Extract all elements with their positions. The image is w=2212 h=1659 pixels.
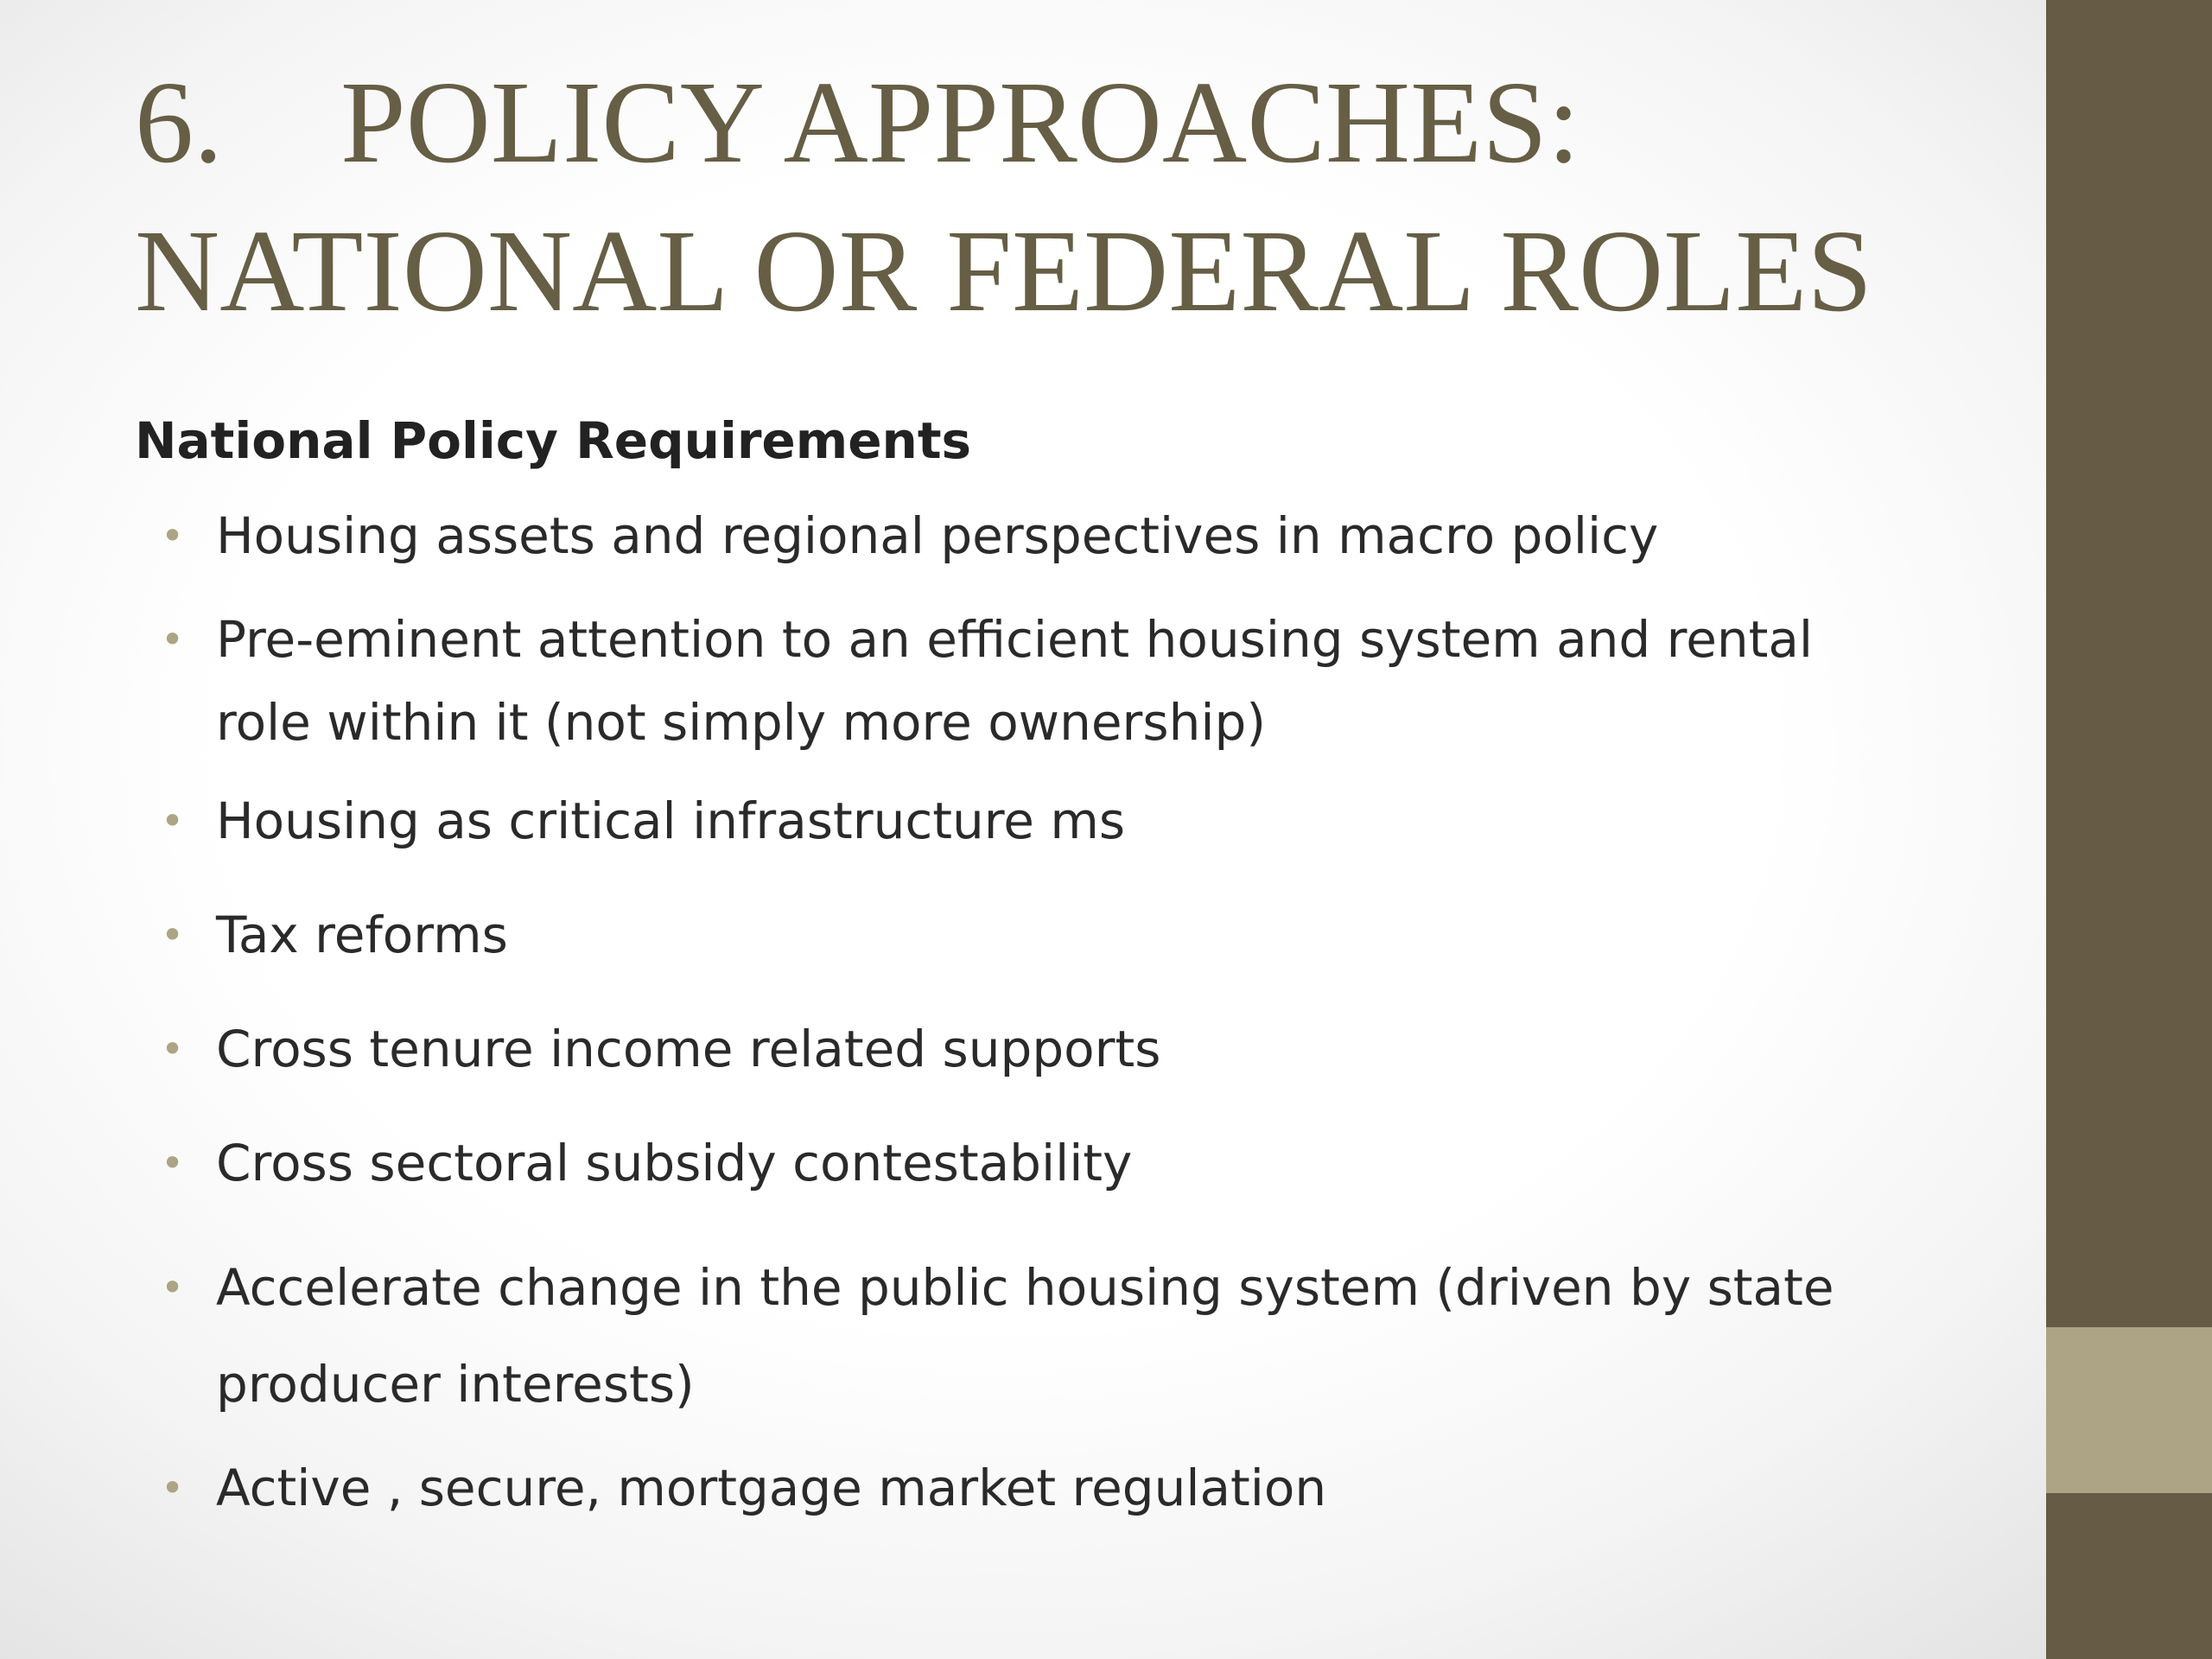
bullet-item [161,1128,1901,1198]
bullet-text: Active , secure, mortgage market regulation [216,1459,1327,1517]
bullet-icon: • [161,1026,185,1072]
bullet-icon: • [161,912,185,958]
bullet-text: Tax reforms [216,906,508,964]
section-subheading: National Policy Requirements [135,411,972,470]
bullet-text: Pre-eminent attention to an efficient housing system and rental role within it (not simply more ownership) [216,610,1814,752]
bullet-text: Accelerate change in the public housing system (driven by state producer interests) [216,1258,1834,1414]
bullet-item [161,1453,1901,1522]
bullet-item [161,501,1901,570]
bullet-item [161,598,1901,764]
bullet-item [161,1014,1901,1084]
bullet-text: Cross sectoral subsidy contestability [216,1134,1133,1192]
bullet-item [161,1239,1901,1433]
bullet-icon: • [161,1264,185,1311]
bullet-icon: • [161,512,185,559]
bullet-text: Cross tenure income related supports [216,1020,1161,1078]
bullet-item [161,900,1901,969]
bullet-icon: • [161,616,185,663]
slide-title: 6. POLICY APPROACHES: NATIONAL OR FEDERAL ROLES [135,58,1872,336]
bullet-icon: • [161,1140,185,1186]
bullet-icon: • [161,798,185,844]
bullet-text: Housing assets and regional perspectives in macro policy [216,506,1659,565]
side-decoration-accent [2046,1327,2212,1493]
bullet-item [161,786,1901,855]
bullet-icon: • [161,1465,185,1511]
bullet-text: Housing as critical infrastructure ms [216,791,1126,850]
